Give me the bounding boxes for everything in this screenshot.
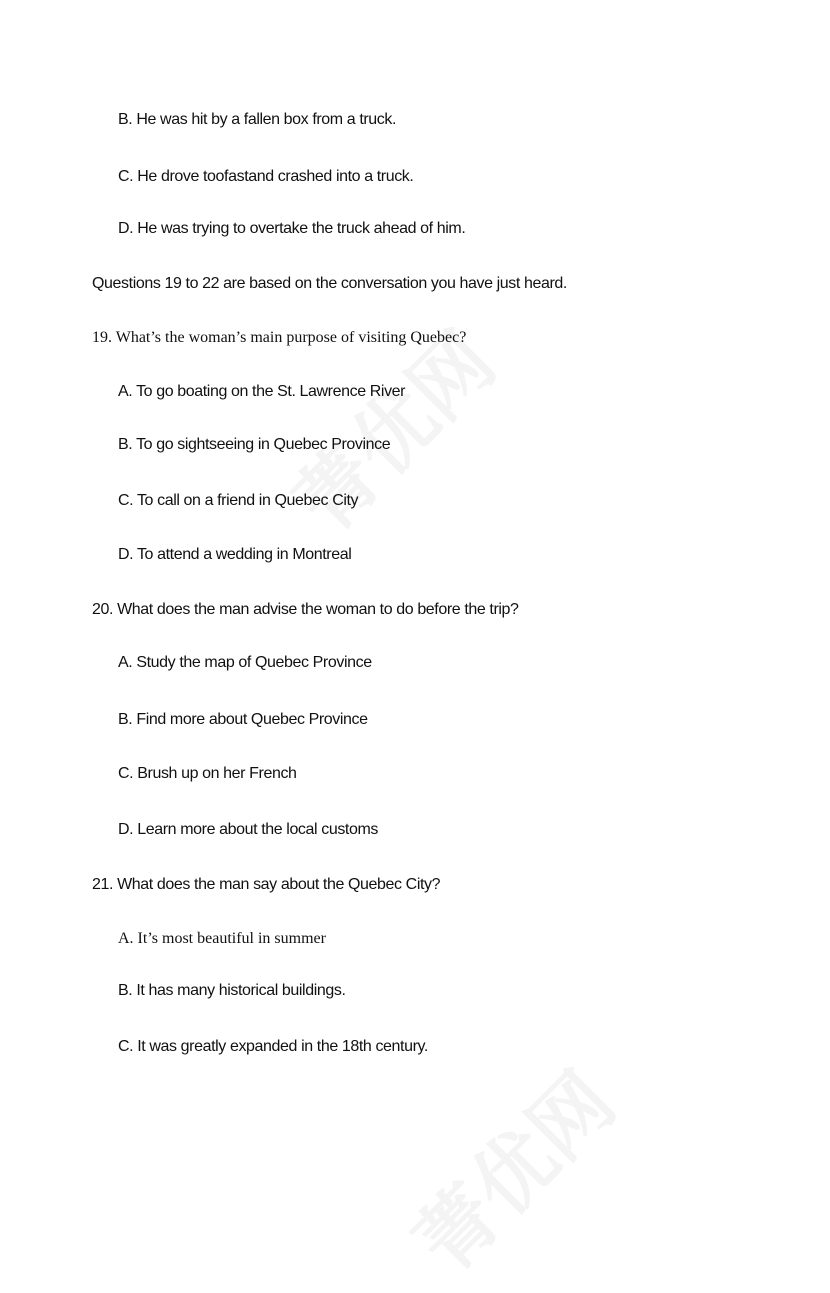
option-19b: B. To go sightseeing in Quebec Province	[118, 436, 391, 453]
question-20: 20. What does the man advise the woman to do before the trip?	[92, 601, 519, 618]
section-instruction: Questions 19 to 22 are based on the conversation you have just heard.	[92, 275, 567, 292]
option-19a: A. To go boating on the St. Lawrence River	[118, 383, 406, 400]
question-21: 21. What does the man say about the Quebec City?	[92, 876, 441, 893]
option-18d: D. He was trying to overtake the truck ahead of him.	[118, 220, 466, 237]
question-19: 19. What’s the woman’s main purpose of visiting Quebec?	[92, 329, 467, 346]
option-21b: B. It has many historical buildings.	[118, 982, 346, 999]
option-20b: B. Find more about Quebec Province	[118, 711, 368, 728]
option-20c: C. Brush up on her French	[118, 765, 297, 782]
option-19c: C. To call on a friend in Quebec City	[118, 492, 359, 509]
option-19d: D. To attend a wedding in Montreal	[118, 546, 352, 563]
watermark	[384, 1042, 635, 1293]
option-20d: D. Learn more about the local customs	[118, 821, 379, 838]
option-21a: A. It’s most beautiful in summer	[118, 930, 326, 947]
option-20a: A. Study the map of Quebec Province	[118, 654, 372, 671]
option-18c: C. He drove toofastand crashed into a truck.	[118, 168, 414, 185]
option-21c: C. It was greatly expanded in the 18th century.	[118, 1038, 428, 1055]
option-18b: B. He was hit by a fallen box from a truck.	[118, 111, 397, 128]
